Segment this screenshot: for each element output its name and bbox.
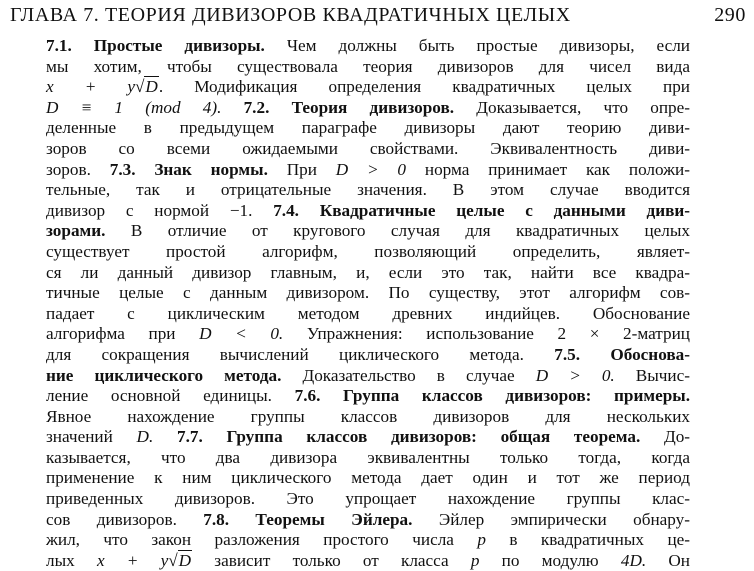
running-header [10, 4, 746, 30]
section-heading: 7.1. Простые дивизоры. [46, 36, 265, 55]
text-line: применение к ним циклического метода дает один и тот же период [46, 468, 690, 488]
section-heading: 7.8. Теоремы Эйлера. [203, 509, 413, 529]
text-line: зорами. В отличие от кругового случая для квадратичных целых [46, 221, 690, 241]
math-expression: p [470, 550, 480, 570]
text-line: падает с циклическим методом древних индийцев. Обоснование [46, 303, 690, 323]
radical-sign: √ [168, 550, 178, 570]
text-line: деленные в предыдущем параграфе дивизоры дают теорию диви- [46, 118, 690, 138]
text-line: зоров. 7.3. Знак нормы. При D > 0 норма принимает как положи- [46, 159, 690, 179]
section-heading: 7.2. Теория дивизоров. [221, 97, 455, 117]
section-heading: зорами. [46, 221, 106, 241]
section-heading: 7.6. Группа классов дивизоров: примеры. [271, 386, 690, 406]
section-heading: 7.4. Квадратичные целые с данными диви- [252, 200, 691, 220]
math-expression: 4D. [620, 550, 647, 570]
section-heading: 7.5. Обоснова- [523, 344, 690, 364]
section-heading: 7.7. Группа классов дивизоров: общая теорема. [153, 427, 641, 447]
math-expression: D > 0 [335, 159, 407, 179]
math-expression: D ≡ 1 (mod 4). [46, 97, 222, 117]
radicand: D [145, 77, 158, 97]
section-heading: ние циклического метода. [46, 365, 282, 385]
page-number: 290 [714, 4, 746, 26]
text-line: ние циклического метода. Доказательство в случае D > 0. Вычис- [46, 365, 690, 385]
text-line: Явное нахождение группы классов дивизоров для нескольких [46, 406, 690, 426]
text-line: жил, что закон разложения простого числа p в квадратичных це- [46, 530, 691, 550]
text-line: тичные целые с данным дивизором. По существу, этот алгорифм сов- [46, 283, 690, 303]
chapter-summary [46, 36, 690, 571]
text-line: лых x + y√D зависит только от класса p по модулю 4D. Он [46, 550, 690, 570]
text-line: тельные, так и отрицательные значения. В этом случае вводится [46, 180, 690, 200]
text-line: значений D. 7.7. Группа классов дивизоров: общая теорема. До- [46, 427, 691, 447]
math-expression: D. [136, 427, 154, 447]
text-line: ся ли данный дивизор главным, и, если это так, найти все квадра- [46, 262, 690, 282]
text-line: x + y√D. Модификация определения квадратичных целых при [46, 77, 690, 97]
text-line: существует простой алгорифм, позволяющий определить, являет- [46, 241, 690, 261]
radicand: D [178, 550, 192, 570]
radical-sign: √ [134, 77, 145, 97]
text-line: приведенных дивизоров. Это упрощает нахождение группы клас- [46, 489, 690, 509]
math-expression: p [477, 530, 486, 550]
math-expression: D > 0. [535, 365, 615, 385]
math-expression: x + y [96, 550, 169, 570]
text-line: ление основной единицы. 7.6. Группа классов дивизоров: примеры. [46, 386, 690, 406]
text-line: зоров со всеми ожидаемыми свойствами. Эквивалентность диви- [46, 138, 690, 158]
text-line: сов дивизоров. 7.8. Теоремы Эйлера. Эйлер эмпирически обнару- [46, 509, 690, 529]
text-line: мы хотим, чтобы существовала теория дивизоров для чисел вида [46, 56, 690, 76]
chapter-title: ГЛАВА 7. ТЕОРИЯ ДИВИЗОРОВ КВАДРАТИЧНЫХ ЦЕЛЫХ [10, 4, 571, 26]
text-line: алгорифма при D < 0. Упражнения: использование 2 × 2-матриц [46, 324, 690, 344]
text-line: для сокращения вычислений циклического метода. 7.5. Обоснова- [46, 344, 690, 364]
text-line: D ≡ 1 (mod 4). 7.2. Теория дивизоров. Доказывается, что опре- [46, 97, 691, 117]
text-line: казывается, что два дивизора эквивалентны только тогда, когда [46, 447, 690, 467]
text-line: 7.1. Простые дивизоры. Чем должны быть простые дивизоры, если [46, 36, 690, 55]
math-expression: D < 0. [199, 324, 284, 344]
section-heading: 7.3. Знак нормы. [109, 159, 268, 179]
text-line: дивизор с нормой −1. 7.4. Квадратичные целые с данными диви- [46, 200, 691, 220]
math-expression: x + y [46, 77, 135, 97]
